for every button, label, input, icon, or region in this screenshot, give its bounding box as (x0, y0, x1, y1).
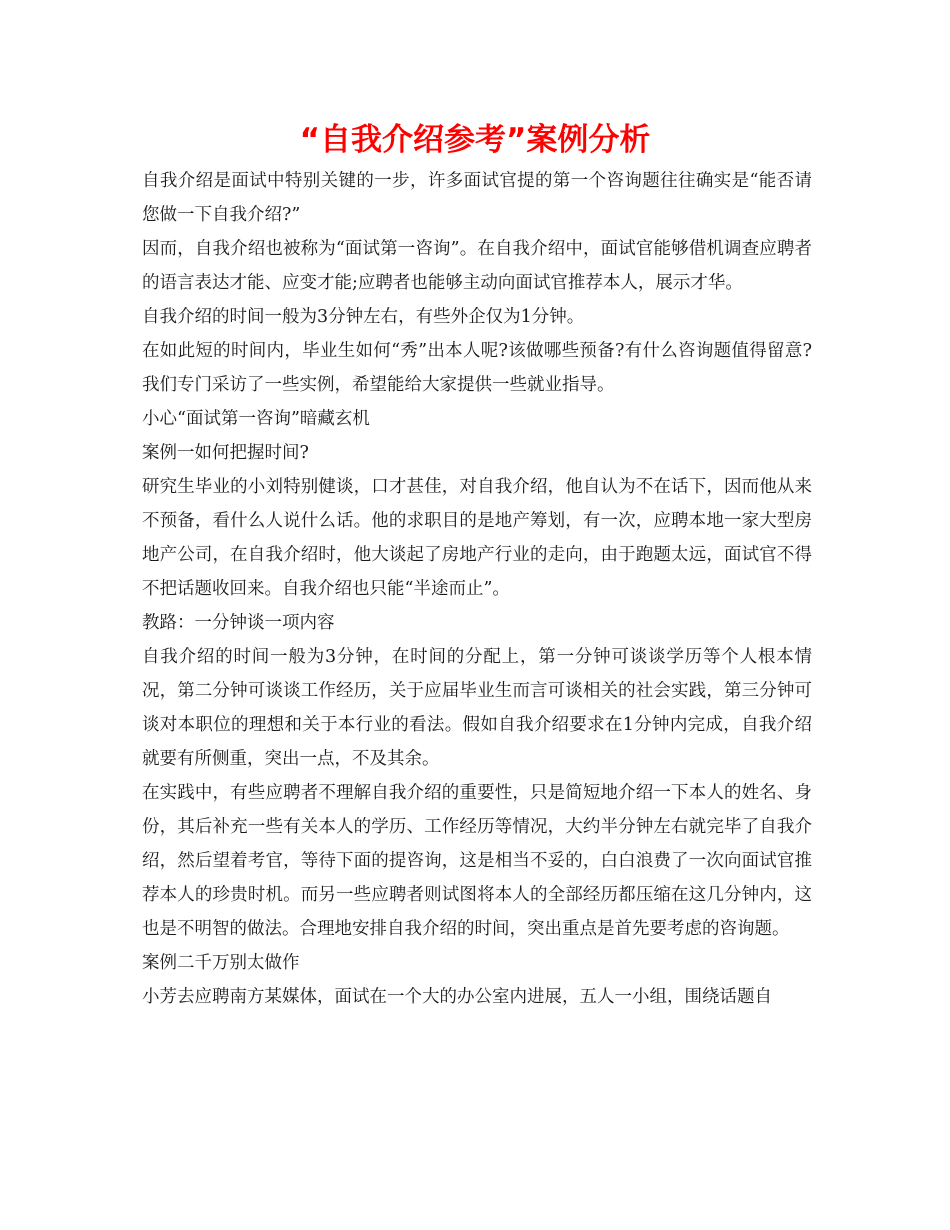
paragraph: 因而，自我介绍也被称为“面试第一咨询”。在自我介绍中，面试官能够借机调查应聘者的语言表达才能、应变才能;应聘者也能够主动向面试官推荐本人，展示才华。 (142, 239, 812, 293)
paragraph: 在实践中，有些应聘者不理解自我介绍的重要性，只是简短地介绍一下本人的姓名、身份，其后补充一些有关本人的学历、工作经历等情况，大约半分钟左右就完毕了自我介绍，然后望着考官，等待下面的提咨询，这是相当不妥的，白白浪费了一次向面试官推荐本人的珍贵时机。而另一些应聘者则试图将本人的全部经历都压缩在这几分钟内，这也是不明智的做法。合理地安排自我介绍的时间，突出重点是首先要考虑的咨询题。 (142, 783, 812, 939)
paragraph: 自我介绍的时间一般为3分钟，在时间的分配上，第一分钟可谈谈学历等个人根本情况，第二分钟可谈谈工作经历，关于应届毕业生而言可谈相关的社会实践，第三分钟可谈对本职位的理想和关于本行业的看法。假如自我介绍要求在1分钟内完成，自我介绍就要有所侧重，突出一点，不及其余。 (142, 647, 812, 769)
paragraph: 自我介绍是面试中特别关键的一步，许多面试官提的第一个咨询题往往确实是“能否请您做一下自我介绍?” (142, 171, 812, 225)
paragraph: 小芳去应聘南方某媒体，面试在一个大的办公室内进展，五人一小组，围绕话题自 (142, 987, 772, 1007)
tip-heading: 教路：一分钟谈一项内容 (142, 613, 335, 633)
document-title: “自我介绍参考”案例分析 (299, 122, 651, 158)
document-body (142, 164, 812, 1014)
paragraph: 自我介绍的时间一般为3分钟左右，有些外企仅为1分钟。 (142, 307, 585, 327)
case-heading: 案例一如何把握时间? (142, 443, 309, 463)
paragraph: 在如此短的时间内，毕业生如何“秀”出本人呢?该做哪些预备?有什么咨询题值得留意?我们专门采访了一些实例，希望能给大家提供一些就业指导。 (142, 341, 812, 395)
paragraph: 研究生毕业的小刘特别健谈，口才甚佳，对自我介绍，他自认为不在话下，因而他从来不预备，看什么人说什么话。他的求职目的是地产筹划，有一次，应聘本地一家大型房地产公司，在自我介绍时，他大谈起了房地产行业的走向，由于跑题太远，面试官不得不把话题收回来。自我介绍也只能“半途而止”。 (142, 477, 812, 599)
section-heading: 小心“面试第一咨询”暗藏玄机 (142, 409, 370, 429)
case-heading: 案例二千万别太做作 (142, 953, 300, 973)
